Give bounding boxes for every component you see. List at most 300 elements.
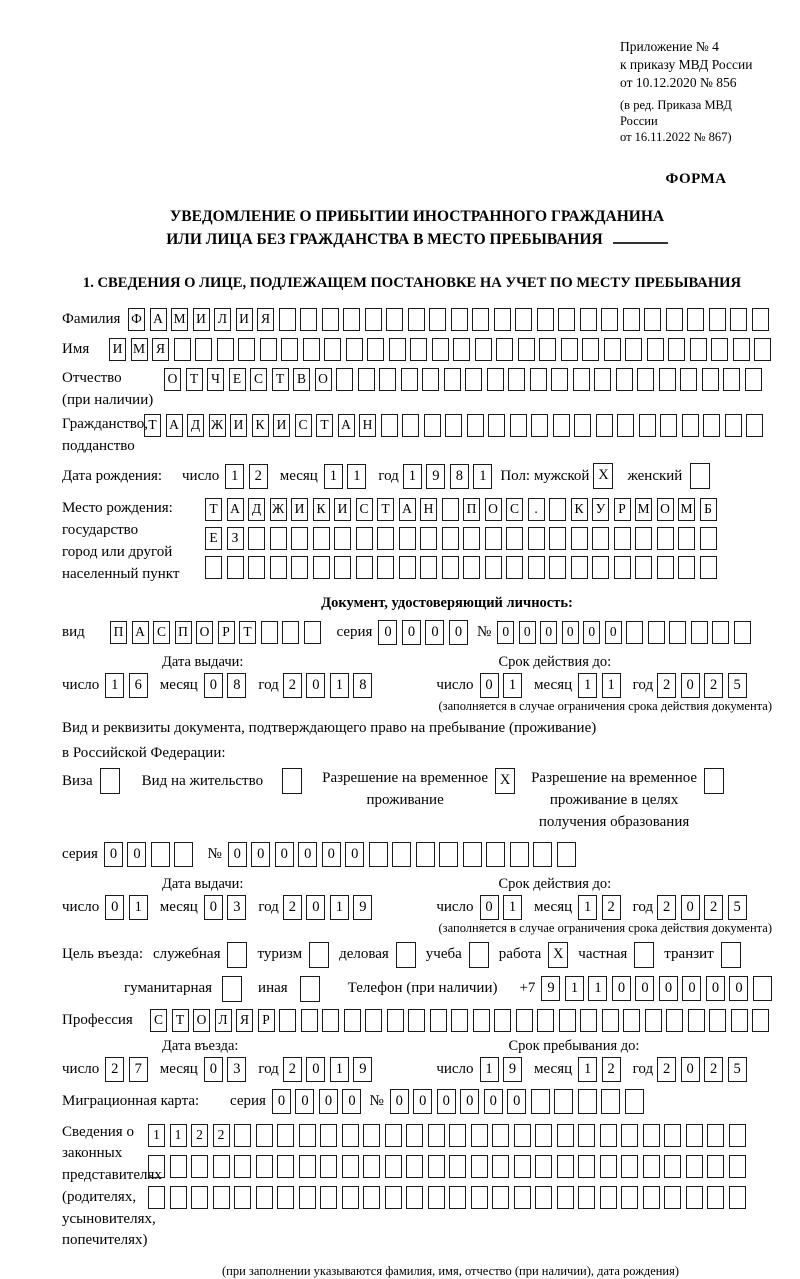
char-cell[interactable]: 1 xyxy=(330,895,349,920)
char-cell[interactable] xyxy=(386,308,403,331)
char-cell[interactable]: С xyxy=(250,368,267,391)
char-cell[interactable] xyxy=(559,1009,576,1032)
char-cell[interactable]: Т xyxy=(377,498,394,521)
char-cell[interactable] xyxy=(614,556,631,579)
char-cell[interactable]: 0 xyxy=(681,1057,700,1082)
char-cell[interactable]: 0 xyxy=(390,1089,409,1114)
char-cell[interactable] xyxy=(170,1155,187,1178)
char-cell[interactable] xyxy=(703,414,720,437)
char-cell[interactable] xyxy=(365,1009,382,1032)
char-cell[interactable] xyxy=(463,556,480,579)
char-cell[interactable]: 0 xyxy=(228,842,247,867)
char-cell[interactable] xyxy=(324,338,341,361)
char-cell[interactable]: 0 xyxy=(204,1057,223,1082)
char-cell[interactable] xyxy=(399,527,416,550)
char-cell[interactable] xyxy=(256,1124,273,1147)
char-cell[interactable]: 8 xyxy=(353,673,372,698)
char-cell[interactable] xyxy=(643,1186,660,1209)
char-cell[interactable]: И xyxy=(273,414,290,437)
char-cell[interactable]: С xyxy=(295,414,312,437)
char-cell[interactable] xyxy=(602,1009,619,1032)
char-cell[interactable] xyxy=(381,414,398,437)
char-cell[interactable]: 2 xyxy=(704,895,723,920)
char-cell[interactable] xyxy=(657,527,674,550)
char-cell[interactable] xyxy=(270,527,287,550)
char-cell[interactable] xyxy=(621,1186,638,1209)
char-cell[interactable] xyxy=(334,527,351,550)
char-cell[interactable] xyxy=(299,1155,316,1178)
char-cell[interactable] xyxy=(515,308,532,331)
char-cell[interactable] xyxy=(492,1124,509,1147)
char-cell[interactable]: Т xyxy=(239,621,256,644)
char-cell[interactable] xyxy=(486,842,505,867)
char-cell[interactable] xyxy=(549,498,566,521)
sex-male-checkbox[interactable]: X xyxy=(593,463,613,489)
char-cell[interactable]: 1 xyxy=(347,464,366,489)
char-cell[interactable]: 0 xyxy=(272,1089,291,1114)
char-cell[interactable] xyxy=(644,308,661,331)
char-cell[interactable] xyxy=(657,556,674,579)
char-cell[interactable]: М xyxy=(131,338,148,361)
char-cell[interactable]: Н xyxy=(359,414,376,437)
char-cell[interactable] xyxy=(291,527,308,550)
char-cell[interactable] xyxy=(282,621,299,644)
char-cell[interactable] xyxy=(558,308,575,331)
char-cell[interactable] xyxy=(430,1009,447,1032)
char-cell[interactable] xyxy=(682,414,699,437)
char-cell[interactable]: 0 xyxy=(295,1089,314,1114)
char-cell[interactable] xyxy=(700,527,717,550)
char-cell[interactable] xyxy=(592,556,609,579)
char-cell[interactable]: 0 xyxy=(306,895,325,920)
char-cell[interactable]: 3 xyxy=(227,1057,246,1082)
char-cell[interactable]: 0 xyxy=(480,673,499,698)
char-cell[interactable] xyxy=(616,368,633,391)
char-cell[interactable]: 5 xyxy=(728,1057,747,1082)
char-cell[interactable] xyxy=(463,842,482,867)
char-cell[interactable]: 1 xyxy=(330,673,349,698)
char-cell[interactable]: О xyxy=(657,498,674,521)
char-cell[interactable]: Е xyxy=(229,368,246,391)
char-cell[interactable] xyxy=(578,1155,595,1178)
char-cell[interactable]: 0 xyxy=(378,620,397,645)
char-cell[interactable]: А xyxy=(227,498,244,521)
char-cell[interactable] xyxy=(571,527,588,550)
char-cell[interactable]: 0 xyxy=(425,620,444,645)
char-cell[interactable]: 0 xyxy=(204,895,223,920)
char-cell[interactable] xyxy=(578,1124,595,1147)
char-cell[interactable]: С xyxy=(153,621,170,644)
char-cell[interactable]: 2 xyxy=(213,1124,230,1147)
char-cell[interactable] xyxy=(725,414,742,437)
char-cell[interactable]: 0 xyxy=(319,1089,338,1114)
char-cell[interactable]: 0 xyxy=(298,842,317,867)
char-cell[interactable] xyxy=(678,556,695,579)
char-cell[interactable] xyxy=(463,527,480,550)
char-cell[interactable] xyxy=(604,338,621,361)
char-cell[interactable]: А xyxy=(338,414,355,437)
char-cell[interactable]: 0 xyxy=(251,842,270,867)
char-cell[interactable] xyxy=(723,368,740,391)
char-cell[interactable]: А xyxy=(399,498,416,521)
char-cell[interactable] xyxy=(702,368,719,391)
char-cell[interactable] xyxy=(554,1089,573,1114)
char-cell[interactable] xyxy=(277,1155,294,1178)
char-cell[interactable] xyxy=(322,1009,339,1032)
char-cell[interactable] xyxy=(561,338,578,361)
char-cell[interactable] xyxy=(420,527,437,550)
char-cell[interactable] xyxy=(174,338,191,361)
char-cell[interactable]: З xyxy=(227,527,244,550)
char-cell[interactable] xyxy=(578,1186,595,1209)
char-cell[interactable] xyxy=(635,527,652,550)
char-cell[interactable] xyxy=(506,556,523,579)
char-cell[interactable] xyxy=(573,368,590,391)
char-cell[interactable] xyxy=(506,527,523,550)
char-cell[interactable]: 9 xyxy=(541,976,560,1001)
char-cell[interactable] xyxy=(191,1186,208,1209)
char-cell[interactable] xyxy=(530,368,547,391)
char-cell[interactable] xyxy=(659,368,676,391)
char-cell[interactable] xyxy=(408,1009,425,1032)
char-cell[interactable] xyxy=(401,368,418,391)
char-cell[interactable]: Т xyxy=(272,368,289,391)
char-cell[interactable] xyxy=(621,1124,638,1147)
char-cell[interactable] xyxy=(535,1186,552,1209)
char-cell[interactable] xyxy=(492,1155,509,1178)
char-cell[interactable] xyxy=(494,308,511,331)
char-cell[interactable] xyxy=(712,621,729,644)
char-cell[interactable] xyxy=(711,338,728,361)
char-cell[interactable]: И xyxy=(230,414,247,437)
char-cell[interactable]: 0 xyxy=(681,673,700,698)
char-cell[interactable]: Т xyxy=(172,1009,189,1032)
char-cell[interactable]: Ж xyxy=(209,414,226,437)
char-cell[interactable] xyxy=(281,338,298,361)
char-cell[interactable]: Р xyxy=(218,621,235,644)
char-cell[interactable]: Я xyxy=(257,308,274,331)
char-cell[interactable] xyxy=(363,1124,380,1147)
char-cell[interactable] xyxy=(553,414,570,437)
char-cell[interactable]: С xyxy=(356,498,373,521)
char-cell[interactable] xyxy=(666,1009,683,1032)
char-cell[interactable]: 1 xyxy=(324,464,343,489)
char-cell[interactable] xyxy=(707,1186,724,1209)
char-cell[interactable]: 0 xyxy=(275,842,294,867)
char-cell[interactable] xyxy=(508,368,525,391)
char-cell[interactable]: 0 xyxy=(104,842,123,867)
char-cell[interactable] xyxy=(346,338,363,361)
char-cell[interactable] xyxy=(580,1009,597,1032)
char-cell[interactable] xyxy=(626,621,643,644)
char-cell[interactable] xyxy=(299,1186,316,1209)
char-cell[interactable] xyxy=(475,338,492,361)
char-cell[interactable] xyxy=(449,1155,466,1178)
char-cell[interactable]: 0 xyxy=(306,1057,325,1082)
char-cell[interactable] xyxy=(442,556,459,579)
char-cell[interactable] xyxy=(358,368,375,391)
char-cell[interactable] xyxy=(451,1009,468,1032)
char-cell[interactable]: И xyxy=(236,308,253,331)
char-cell[interactable] xyxy=(170,1186,187,1209)
char-cell[interactable] xyxy=(449,1124,466,1147)
char-cell[interactable]: О xyxy=(196,621,213,644)
char-cell[interactable]: 9 xyxy=(503,1057,522,1082)
char-cell[interactable] xyxy=(260,338,277,361)
char-cell[interactable]: 2 xyxy=(191,1124,208,1147)
char-cell[interactable] xyxy=(514,1186,531,1209)
char-cell[interactable] xyxy=(690,338,707,361)
char-cell[interactable] xyxy=(320,1186,337,1209)
char-cell[interactable]: Ж xyxy=(270,498,287,521)
char-cell[interactable]: О xyxy=(164,368,181,391)
char-cell[interactable] xyxy=(174,842,193,867)
char-cell[interactable] xyxy=(754,338,771,361)
char-cell[interactable] xyxy=(687,308,704,331)
purpose-humanitarian-checkbox[interactable] xyxy=(222,976,242,1002)
char-cell[interactable] xyxy=(647,338,664,361)
char-cell[interactable]: С xyxy=(150,1009,167,1032)
char-cell[interactable] xyxy=(551,368,568,391)
char-cell[interactable]: 1 xyxy=(503,673,522,698)
char-cell[interactable] xyxy=(753,976,772,1001)
char-cell[interactable] xyxy=(514,1155,531,1178)
char-cell[interactable] xyxy=(709,308,726,331)
char-cell[interactable] xyxy=(428,1124,445,1147)
char-cell[interactable] xyxy=(238,338,255,361)
char-cell[interactable] xyxy=(344,1009,361,1032)
char-cell[interactable] xyxy=(320,1124,337,1147)
char-cell[interactable]: В xyxy=(293,368,310,391)
char-cell[interactable] xyxy=(578,1089,597,1114)
char-cell[interactable] xyxy=(343,308,360,331)
char-cell[interactable] xyxy=(686,1186,703,1209)
char-cell[interactable] xyxy=(213,1155,230,1178)
char-cell[interactable] xyxy=(428,1155,445,1178)
char-cell[interactable]: М xyxy=(635,498,652,521)
char-cell[interactable] xyxy=(399,556,416,579)
char-cell[interactable] xyxy=(234,1186,251,1209)
char-cell[interactable] xyxy=(557,842,576,867)
char-cell[interactable]: Б xyxy=(700,498,717,521)
char-cell[interactable]: О xyxy=(315,368,332,391)
char-cell[interactable] xyxy=(277,1186,294,1209)
char-cell[interactable] xyxy=(664,1124,681,1147)
purpose-transit-checkbox[interactable] xyxy=(721,942,741,968)
char-cell[interactable]: 0 xyxy=(681,895,700,920)
visa-checkbox[interactable] xyxy=(100,768,120,794)
char-cell[interactable] xyxy=(442,498,459,521)
char-cell[interactable] xyxy=(643,1155,660,1178)
char-cell[interactable] xyxy=(528,556,545,579)
char-cell[interactable] xyxy=(734,621,751,644)
char-cell[interactable] xyxy=(277,1124,294,1147)
char-cell[interactable]: 1 xyxy=(503,895,522,920)
char-cell[interactable]: Т xyxy=(205,498,222,521)
char-cell[interactable] xyxy=(664,1186,681,1209)
char-cell[interactable]: 0 xyxy=(460,1089,479,1114)
char-cell[interactable]: 1 xyxy=(403,464,422,489)
char-cell[interactable] xyxy=(408,308,425,331)
char-cell[interactable] xyxy=(213,1186,230,1209)
char-cell[interactable]: 1 xyxy=(330,1057,349,1082)
char-cell[interactable] xyxy=(709,1009,726,1032)
char-cell[interactable]: К xyxy=(252,414,269,437)
char-cell[interactable]: 3 xyxy=(227,895,246,920)
char-cell[interactable]: 2 xyxy=(657,895,676,920)
char-cell[interactable] xyxy=(510,842,529,867)
char-cell[interactable] xyxy=(639,414,656,437)
char-cell[interactable]: Т xyxy=(186,368,203,391)
char-cell[interactable]: 0 xyxy=(449,620,468,645)
char-cell[interactable] xyxy=(592,527,609,550)
char-cell[interactable] xyxy=(420,556,437,579)
char-cell[interactable]: 2 xyxy=(283,673,302,698)
char-cell[interactable]: Т xyxy=(144,414,161,437)
char-cell[interactable]: М xyxy=(678,498,695,521)
char-cell[interactable] xyxy=(195,338,212,361)
char-cell[interactable] xyxy=(369,842,388,867)
char-cell[interactable] xyxy=(303,338,320,361)
char-cell[interactable] xyxy=(594,368,611,391)
char-cell[interactable] xyxy=(645,1009,662,1032)
purpose-official-checkbox[interactable] xyxy=(227,942,247,968)
char-cell[interactable] xyxy=(601,1089,620,1114)
char-cell[interactable] xyxy=(406,1186,423,1209)
char-cell[interactable] xyxy=(535,1155,552,1178)
char-cell[interactable]: 1 xyxy=(578,1057,597,1082)
char-cell[interactable] xyxy=(537,1009,554,1032)
char-cell[interactable] xyxy=(428,1186,445,1209)
char-cell[interactable] xyxy=(729,1155,746,1178)
char-cell[interactable]: И xyxy=(334,498,351,521)
char-cell[interactable] xyxy=(445,414,462,437)
char-cell[interactable]: Ч xyxy=(207,368,224,391)
char-cell[interactable]: 5 xyxy=(728,673,747,698)
char-cell[interactable]: 2 xyxy=(657,673,676,698)
char-cell[interactable] xyxy=(453,338,470,361)
char-cell[interactable] xyxy=(465,368,482,391)
char-cell[interactable] xyxy=(485,556,502,579)
char-cell[interactable]: 0 xyxy=(706,976,725,1001)
char-cell[interactable] xyxy=(300,308,317,331)
char-cell[interactable]: У xyxy=(592,498,609,521)
char-cell[interactable] xyxy=(557,1186,574,1209)
char-cell[interactable] xyxy=(336,368,353,391)
temp-permit-checkbox[interactable]: X xyxy=(495,768,515,794)
purpose-tourism-checkbox[interactable] xyxy=(309,942,329,968)
char-cell[interactable]: 2 xyxy=(105,1057,124,1082)
char-cell[interactable]: П xyxy=(463,498,480,521)
char-cell[interactable] xyxy=(660,414,677,437)
char-cell[interactable] xyxy=(488,414,505,437)
char-cell[interactable]: И xyxy=(291,498,308,521)
char-cell[interactable] xyxy=(648,621,665,644)
char-cell[interactable] xyxy=(625,1089,644,1114)
char-cell[interactable] xyxy=(680,368,697,391)
char-cell[interactable]: И xyxy=(109,338,126,361)
char-cell[interactable] xyxy=(617,414,634,437)
char-cell[interactable]: 1 xyxy=(480,1057,499,1082)
char-cell[interactable] xyxy=(291,556,308,579)
char-cell[interactable]: О xyxy=(485,498,502,521)
char-cell[interactable] xyxy=(377,527,394,550)
char-cell[interactable]: 2 xyxy=(602,895,621,920)
char-cell[interactable] xyxy=(746,414,763,437)
char-cell[interactable]: Н xyxy=(420,498,437,521)
char-cell[interactable]: 1 xyxy=(148,1124,165,1147)
char-cell[interactable] xyxy=(730,308,747,331)
char-cell[interactable] xyxy=(625,338,642,361)
char-cell[interactable]: 1 xyxy=(578,895,597,920)
char-cell[interactable]: А xyxy=(166,414,183,437)
char-cell[interactable] xyxy=(596,414,613,437)
char-cell[interactable] xyxy=(707,1155,724,1178)
char-cell[interactable] xyxy=(416,842,435,867)
char-cell[interactable] xyxy=(752,308,769,331)
char-cell[interactable]: 0 xyxy=(507,1089,526,1114)
char-cell[interactable] xyxy=(510,414,527,437)
char-cell[interactable]: И xyxy=(193,308,210,331)
char-cell[interactable] xyxy=(473,1009,490,1032)
char-cell[interactable] xyxy=(234,1155,251,1178)
char-cell[interactable] xyxy=(389,338,406,361)
char-cell[interactable]: 1 xyxy=(473,464,492,489)
char-cell[interactable] xyxy=(729,1124,746,1147)
purpose-business-checkbox[interactable] xyxy=(396,942,416,968)
char-cell[interactable]: . xyxy=(528,498,545,521)
char-cell[interactable] xyxy=(731,1009,748,1032)
char-cell[interactable] xyxy=(678,527,695,550)
char-cell[interactable] xyxy=(313,527,330,550)
char-cell[interactable]: П xyxy=(175,621,192,644)
char-cell[interactable]: 5 xyxy=(728,895,747,920)
char-cell[interactable] xyxy=(402,414,419,437)
char-cell[interactable] xyxy=(342,1124,359,1147)
char-cell[interactable] xyxy=(261,621,278,644)
char-cell[interactable] xyxy=(733,338,750,361)
char-cell[interactable]: 1 xyxy=(588,976,607,1001)
char-cell[interactable]: 0 xyxy=(635,976,654,1001)
char-cell[interactable] xyxy=(471,1155,488,1178)
char-cell[interactable]: 9 xyxy=(426,464,445,489)
char-cell[interactable] xyxy=(304,621,321,644)
char-cell[interactable]: К xyxy=(571,498,588,521)
char-cell[interactable] xyxy=(148,1186,165,1209)
char-cell[interactable] xyxy=(205,556,222,579)
char-cell[interactable]: 1 xyxy=(129,895,148,920)
char-cell[interactable] xyxy=(600,1186,617,1209)
char-cell[interactable]: 2 xyxy=(602,1057,621,1082)
char-cell[interactable]: 1 xyxy=(225,464,244,489)
char-cell[interactable] xyxy=(637,368,654,391)
char-cell[interactable] xyxy=(580,308,597,331)
char-cell[interactable]: 2 xyxy=(704,1057,723,1082)
char-cell[interactable]: 0 xyxy=(605,621,622,644)
char-cell[interactable] xyxy=(496,338,513,361)
char-cell[interactable] xyxy=(151,842,170,867)
char-cell[interactable] xyxy=(574,414,591,437)
char-cell[interactable] xyxy=(549,527,566,550)
char-cell[interactable] xyxy=(557,1124,574,1147)
char-cell[interactable]: С xyxy=(506,498,523,521)
char-cell[interactable] xyxy=(669,621,686,644)
char-cell[interactable] xyxy=(601,308,618,331)
char-cell[interactable]: 9 xyxy=(353,895,372,920)
char-cell[interactable] xyxy=(688,1009,705,1032)
char-cell[interactable] xyxy=(487,368,504,391)
char-cell[interactable]: 2 xyxy=(657,1057,676,1082)
